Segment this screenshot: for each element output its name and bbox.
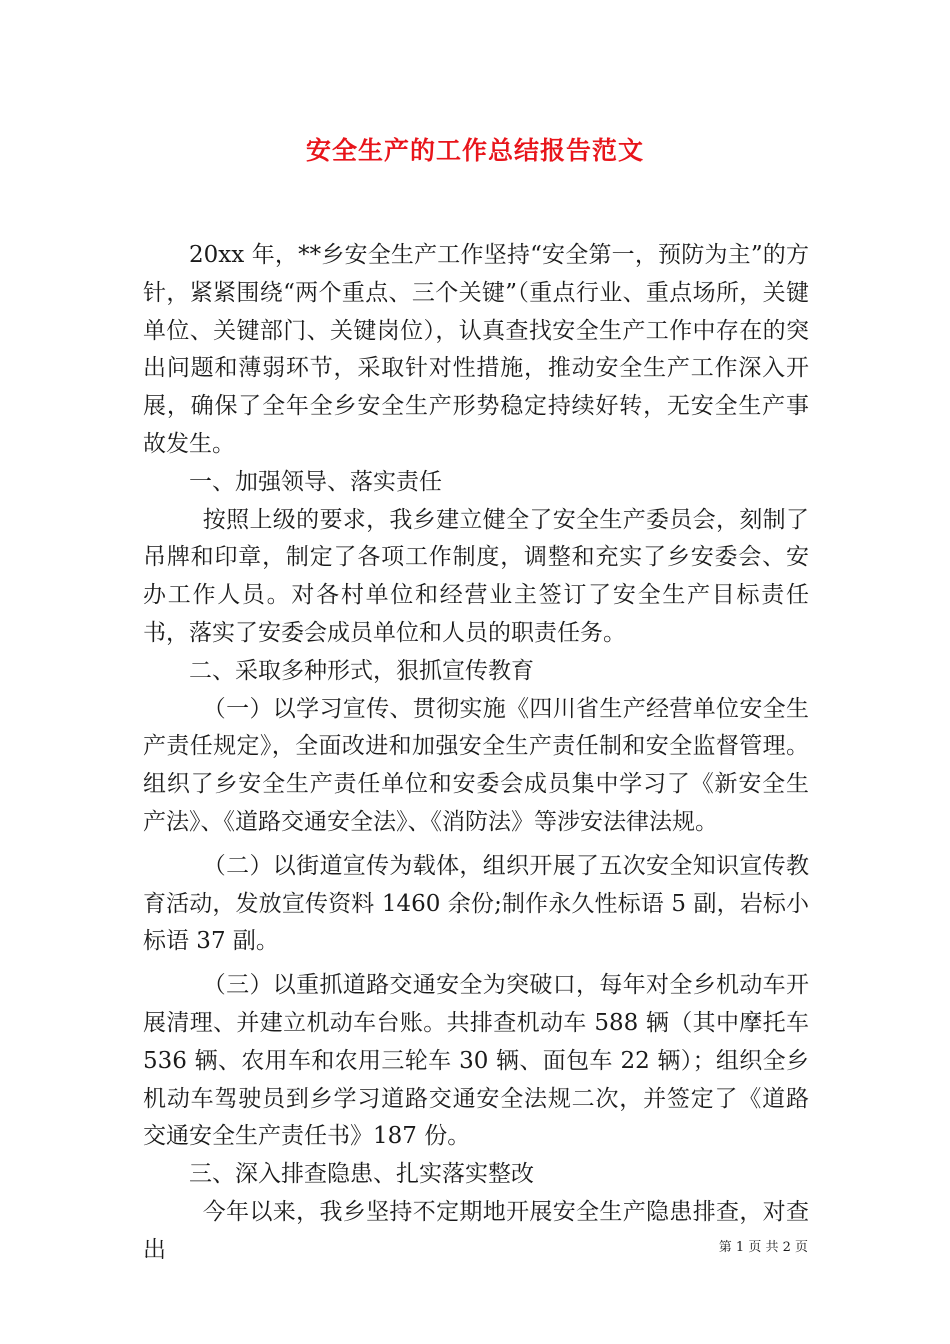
section-heading-2: 二、采取多种形式，狠抓宣传教育 bbox=[189, 657, 534, 684]
paragraph-section-2-item-3: （三）以重抓道路交通安全为突破口，每年对全乡机动车开展清理、并建立机动车台账。共排查机动车 588 辆（其中摩托车 536 辆、农用车和农用三轮车 30 辆、面包车 22 辆）；组织全乡机动车驾驶员到乡学习道路交通安全法规二次，并签定了《道路交通安全生产责任书》187 份。 bbox=[143, 972, 809, 1150]
paragraph-intro: 20xx 年，**乡安全生产工作坚持“安全第一，预防为主”的方针，紧紧围绕“两个重点、三个关键”（重点行业、重点场所，关键单位、关键部门、关键岗位），认真查找安全生产工作中存在的突出问题和薄弱环节，采取针对性措施，推动安全生产工作深入开展，确保了全年全乡安全生产形势稳定持续好转，无安全生产事故发生。 bbox=[143, 242, 809, 457]
section-heading-1: 一、加强领导、落实责任 bbox=[189, 468, 442, 495]
paragraph-section-2-item-1: （一）以学习宣传、贯彻实施《四川省生产经营单位安全生产责任规定》，全面改进和加强安全生产责任制和安全监督管理。组织了乡安全生产责任单位和安委会成员集中学习了《新安全生产法》、《道路交通安全法》、《消防法》等涉安法律法规。 bbox=[143, 695, 809, 835]
document-title: 安全生产的工作总结报告范文 bbox=[305, 136, 644, 165]
page-number-footer: 第 1 页 共 2 页 bbox=[718, 1240, 808, 1255]
paragraph-section-3: 今年以来，我乡坚持不定期地开展安全生产隐患排查，对查出 bbox=[143, 1198, 809, 1263]
section-heading-3: 三、深入排查隐患、扎实落实整改 bbox=[189, 1161, 534, 1188]
paragraph-section-1: 按照上级的要求，我乡建立健全了安全生产委员会，刻制了吊牌和印章，制定了各项工作制度，调整和充实了乡安委会、安办工作人员。对各村单位和经营业主签订了安全生产目标责任书，落实了安委会成员单位和人员的职责任务。 bbox=[143, 506, 809, 646]
document-body bbox=[143, 237, 809, 1270]
paragraph-section-2-item-2: （二）以街道宣传为载体，组织开展了五次安全知识宣传教育活动，发放宣传资料 1460 余份;制作永久性标语 5 副，岩标小标语 37 副。 bbox=[143, 852, 809, 955]
